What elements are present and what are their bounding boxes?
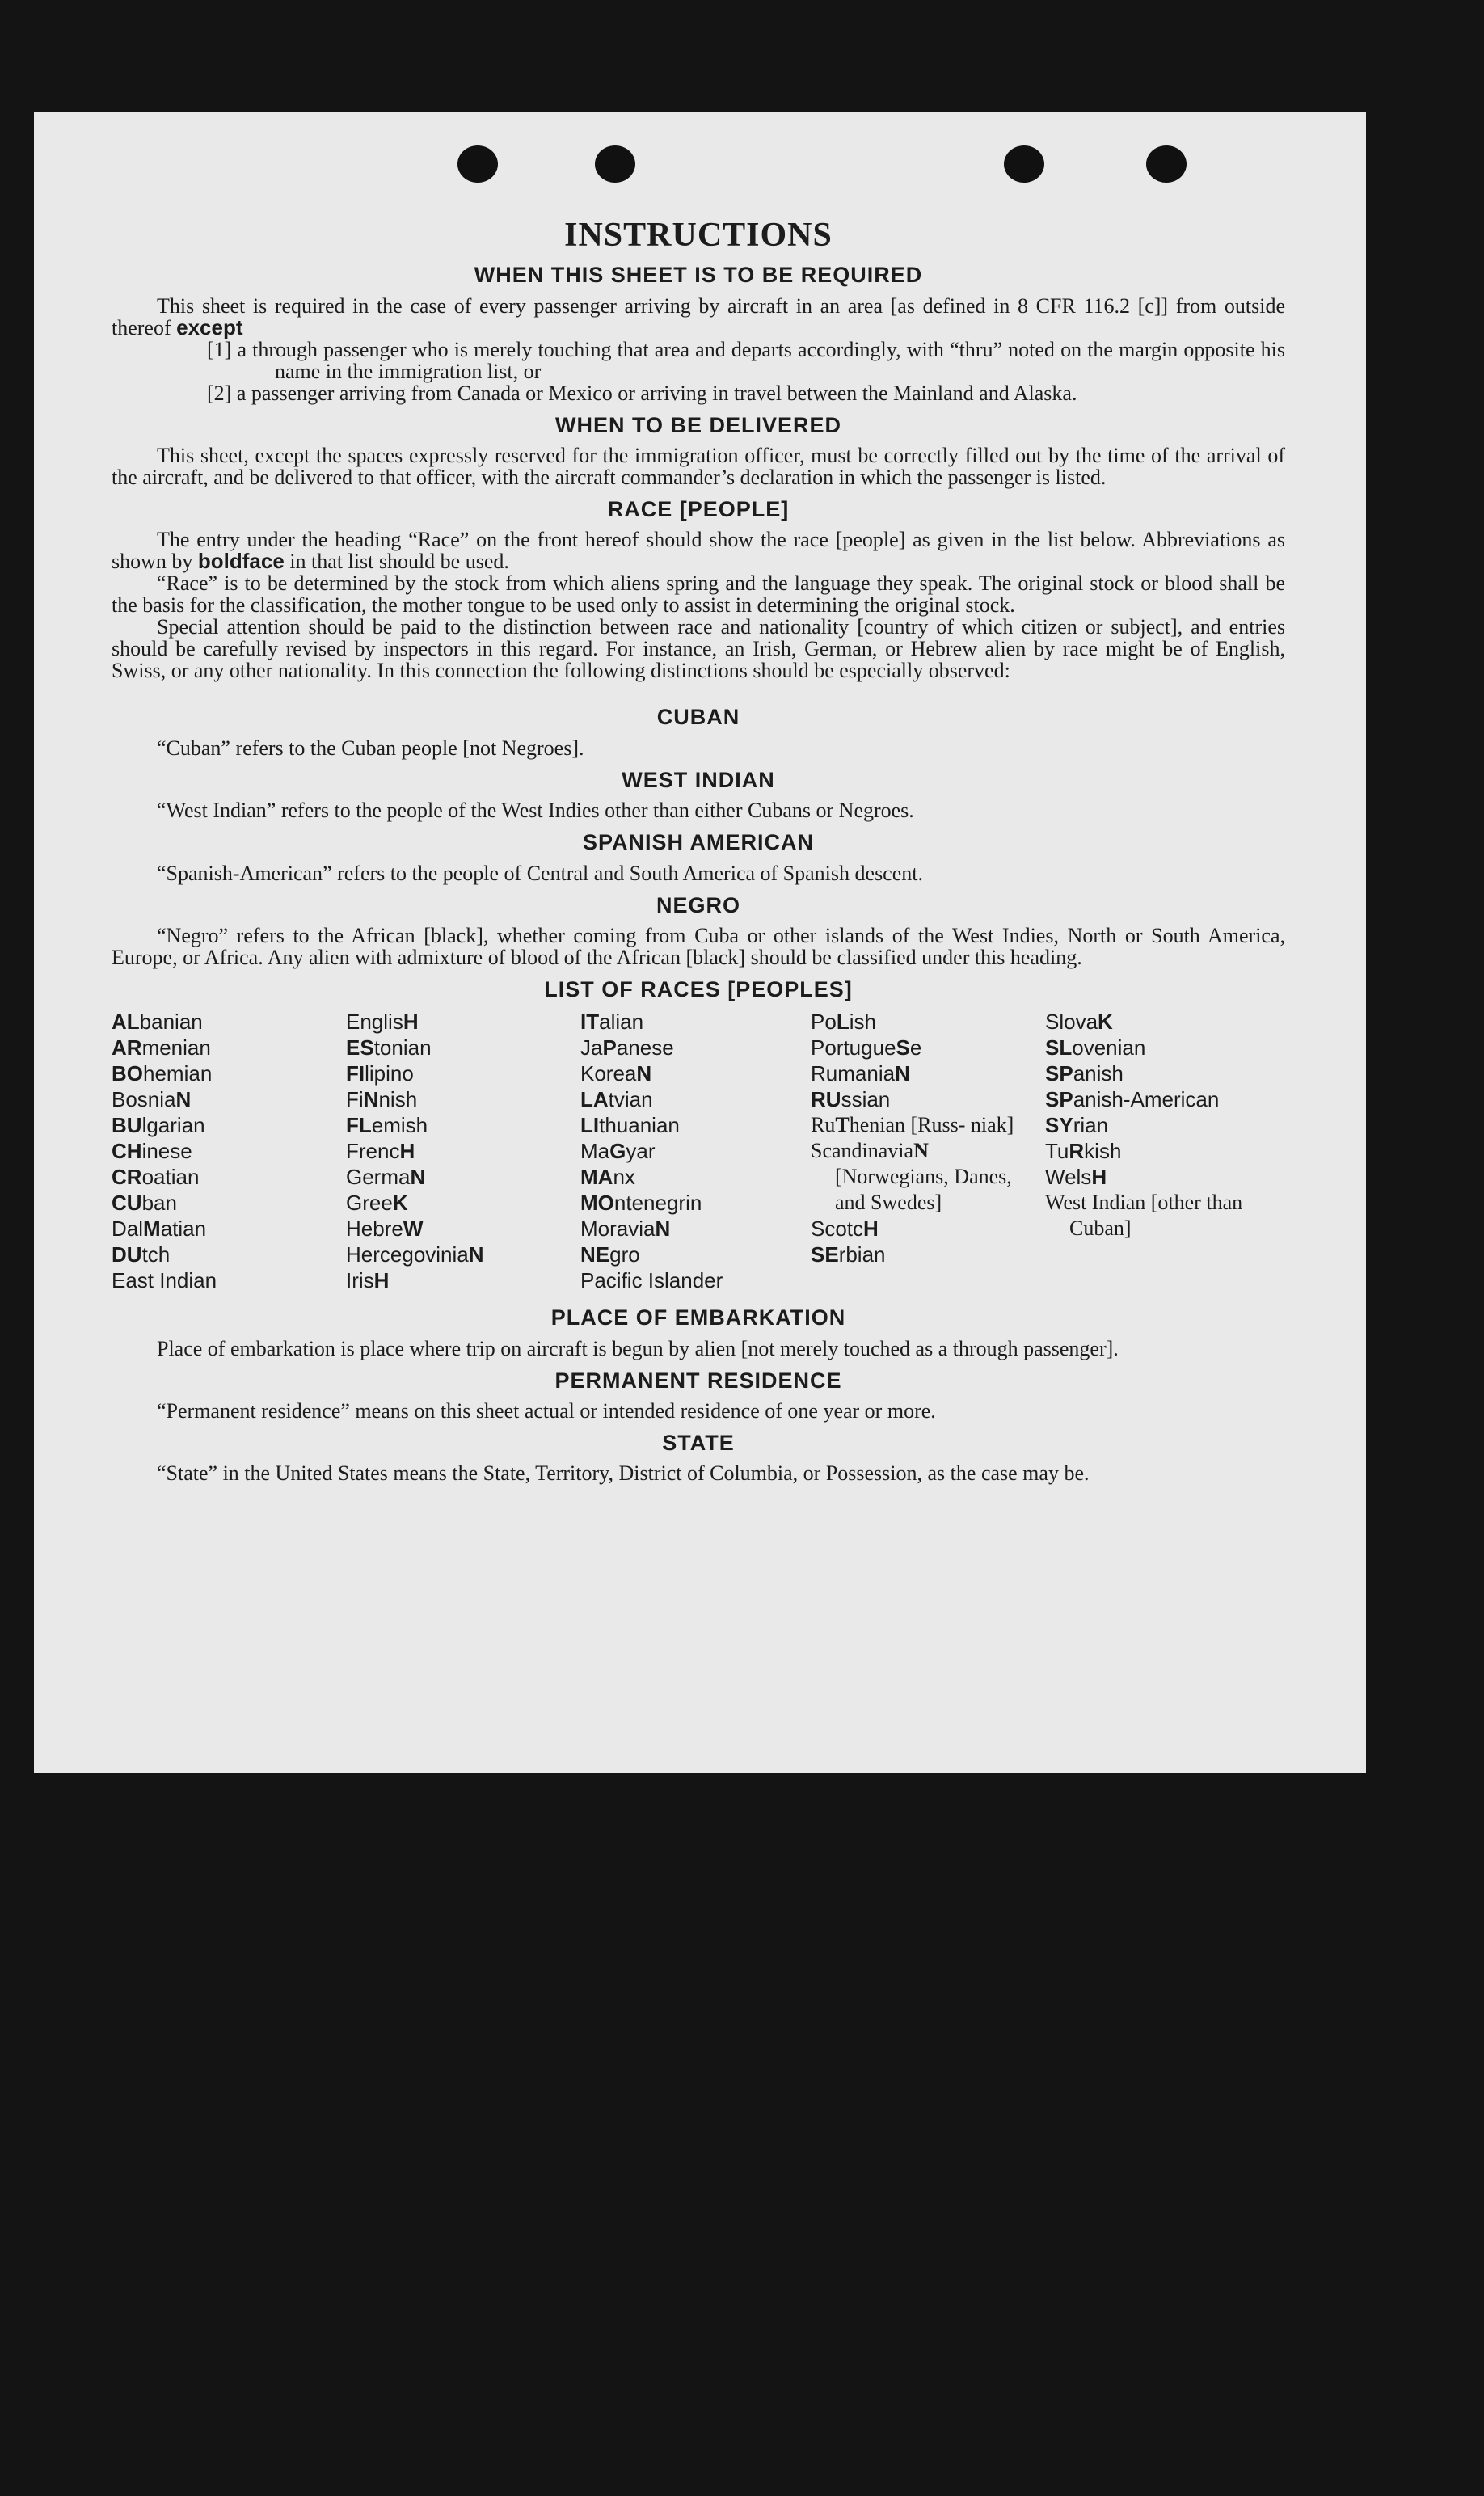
race-abbreviation: RU	[811, 1087, 841, 1112]
race-name-part: rian	[1073, 1113, 1109, 1138]
race-name-part: anish	[1073, 1061, 1124, 1086]
race-column	[1045, 1009, 1288, 1293]
punch-hole-icon	[1146, 145, 1187, 183]
race-paragraph-2: “Race” is to be determined by the stock from which aliens spring and the language they speak. The original stock or blood shall be the basis for the classification, the mother tongue to be used only to assist in determining the original stock.	[112, 571, 1285, 618]
race-entry	[112, 1242, 346, 1267]
race-entry	[1045, 1164, 1288, 1190]
race-entry	[112, 1190, 346, 1216]
section-heading-west-indian: WEST INDIAN	[622, 767, 775, 792]
race-name-part: lipino	[365, 1061, 414, 1086]
race-abbreviation: H	[1091, 1165, 1107, 1190]
race-name-part: inese	[141, 1139, 192, 1164]
race-entry	[1045, 1060, 1288, 1086]
race-abbreviation: ES	[346, 1035, 374, 1060]
cuban-text: “Cuban” refers to the Cuban people [not Negroes].	[157, 736, 584, 760]
race-abbreviation: LA	[580, 1087, 609, 1112]
document-sheet	[34, 112, 1366, 1773]
race-name-part: menian	[141, 1035, 211, 1060]
race-entry	[811, 1086, 1045, 1112]
race-abbreviation: W	[403, 1216, 424, 1242]
race-name-part: tch	[141, 1242, 171, 1267]
race-abbreviation: S	[896, 1035, 910, 1060]
race-entry	[1045, 1009, 1288, 1035]
race-name-part: ntenegrin	[613, 1191, 702, 1216]
race-list	[112, 1009, 1285, 1293]
required-intro: This sheet is required in the case of every passenger arriving by aircraft in an area [as defined in 8 CFR 116.2 [c]] from outside thereof except	[112, 293, 1285, 339]
race-name-part: thuanian	[599, 1113, 680, 1138]
race-name-part: Hebre	[346, 1216, 403, 1242]
race-name-part: Wels	[1045, 1165, 1092, 1190]
race-name-part: gro	[609, 1242, 640, 1267]
section-heading-negro: NEGRO	[656, 892, 740, 917]
race-entry	[1045, 1112, 1288, 1138]
race-name-part: Po	[811, 1010, 837, 1035]
negro-text: “Negro” refers to the African [black], whether coming from Cuba or other islands of the West Indies, North or South America, Europe, or Africa. Any alien with admixture of blood of the African [black] should be classified under this heading.	[112, 923, 1285, 969]
race-abbreviation: SE	[811, 1242, 839, 1267]
race-abbreviation: N	[913, 1139, 929, 1163]
race-column	[346, 1009, 580, 1293]
race-entry	[811, 1112, 1045, 1138]
race-entry	[811, 1060, 1045, 1086]
race-abbreviation: BO	[112, 1061, 143, 1086]
race-abbreviation: AR	[112, 1035, 142, 1060]
race-abbreviation: SP	[1045, 1061, 1073, 1086]
race-entry	[112, 1267, 346, 1293]
race-entry	[346, 1060, 580, 1086]
race-entry	[346, 1164, 580, 1190]
race-abbreviation: DU	[112, 1242, 142, 1267]
race-abbreviation: M	[143, 1216, 161, 1242]
punch-hole-icon	[595, 145, 635, 183]
race-abbreviation: N	[636, 1061, 652, 1086]
race-name-part: Dal	[112, 1216, 144, 1242]
delivered-text: This sheet, except the spaces expressly reserved for the immigration officer, must be correctly filled out by the time of the arrival of the aircraft, and be delivered to that officer, with the aircraft commander’s declaration in which the passenger is listed.	[112, 443, 1285, 489]
race-entry	[811, 1009, 1045, 1035]
race-abbreviation: T	[835, 1113, 850, 1137]
race-name-part: Bosnia	[112, 1087, 176, 1112]
race-abbreviation: MA	[580, 1165, 613, 1190]
race-entry	[346, 1086, 580, 1112]
race-name-part: [Norwegians, Danes, and Swedes]	[835, 1165, 1012, 1215]
race-entry	[811, 1242, 1045, 1267]
race-entry	[580, 1190, 811, 1216]
race-name-part: rbian	[838, 1242, 886, 1267]
required-item-1: [1] a through passenger who is merely touching that area and departs accordingly, with “thru” noted on the margin opposite his name in the immigration list, or	[207, 337, 1285, 383]
race-entry	[112, 1164, 346, 1190]
race-name-part: henian [Russ- niak]	[849, 1113, 1014, 1137]
race-name-part: Scandinavia	[811, 1139, 914, 1163]
residence-text: “Permanent residence” means on this sheet actual or intended residence of one year or more.	[157, 1399, 936, 1423]
race-entry	[580, 1242, 811, 1267]
race-entry	[112, 1216, 346, 1242]
race-name-part: nx	[613, 1165, 635, 1190]
embarkation-text: Place of embarkation is place where trip on aircraft is begun by alien [not merely touched as a through passenger].	[157, 1336, 1119, 1360]
required-item-2: [2] a passenger arriving from Canada or Mexico or arriving in travel between the Mainland and Alaska.	[207, 381, 1077, 405]
section-heading-spanish-american: SPANISH AMERICAN	[582, 830, 814, 855]
race-entry	[1045, 1190, 1288, 1242]
race-paragraph-1: The entry under the heading “Race” on the front hereof should show the race [people] as given in the list below. Abbreviations as shown by boldface in that list should be used.	[112, 528, 1285, 574]
race-name-part: Ru	[811, 1113, 836, 1137]
race-column	[811, 1009, 1045, 1293]
race-entry	[580, 1035, 811, 1060]
race-entry	[112, 1138, 346, 1164]
race-name-part: Englis	[346, 1010, 403, 1035]
section-heading-embarkation: PLACE OF EMBARKATION	[550, 1305, 846, 1330]
race-name-part: e	[909, 1035, 922, 1060]
race-abbreviation: FL	[346, 1113, 372, 1138]
race-entry	[346, 1267, 580, 1293]
race-abbreviation: P	[602, 1035, 617, 1060]
race-abbreviation: L	[836, 1010, 850, 1035]
race-name-part: oatian	[141, 1165, 200, 1190]
race-name-part: East Indian	[112, 1268, 217, 1293]
race-abbreviation: N	[363, 1087, 379, 1112]
race-name-part: anish-American	[1073, 1087, 1220, 1112]
race-abbreviation: N	[895, 1061, 910, 1086]
race-abbreviation: CH	[112, 1139, 142, 1164]
race-abbreviation: FI	[346, 1061, 365, 1086]
race-entry	[1045, 1138, 1288, 1164]
race-entry	[112, 1035, 346, 1060]
race-abbreviation: N	[468, 1242, 484, 1267]
section-heading-cuban: CUBAN	[656, 705, 740, 730]
race-abbreviation: MO	[580, 1191, 614, 1216]
race-abbreviation: BU	[112, 1113, 142, 1138]
race-name-part: Scotc	[811, 1216, 864, 1242]
race-abbreviation: NE	[580, 1242, 610, 1267]
race-entry	[346, 1009, 580, 1035]
race-name-part: Iris	[346, 1268, 374, 1293]
race-entry	[580, 1267, 811, 1293]
race-entry	[346, 1242, 580, 1267]
punch-holes	[112, 112, 1285, 217]
race-name-part: kish	[1084, 1139, 1122, 1164]
race-entry	[580, 1060, 811, 1086]
race-entry	[580, 1112, 811, 1138]
race-name-part: Ja	[580, 1035, 603, 1060]
west-indian-text: “West Indian” refers to the people of the West Indies other than either Cubans or Negroes.	[157, 799, 914, 823]
race-name-part: anese	[616, 1035, 674, 1060]
race-entry	[580, 1086, 811, 1112]
race-name-part: Germa	[346, 1165, 411, 1190]
race-name-part: Hercegovinia	[346, 1242, 469, 1267]
race-name-part: Portugue	[811, 1035, 896, 1060]
race-abbreviation: K	[392, 1191, 408, 1216]
state-text: “State” in the United States means the State, Territory, District of Columbia, or Possession, as the case may be.	[157, 1461, 1090, 1486]
race-abbreviation: LI	[580, 1113, 600, 1138]
race-abbreviation: CU	[112, 1191, 142, 1216]
race-abbreviation: SY	[1045, 1113, 1073, 1138]
race-abbreviation: H	[403, 1010, 419, 1035]
race-name-part: Slova	[1045, 1010, 1098, 1035]
race-abbreviation: N	[175, 1087, 192, 1112]
race-name-part: ban	[141, 1191, 177, 1216]
race-entry	[346, 1190, 580, 1216]
race-entry	[580, 1216, 811, 1242]
section-heading-required: WHEN THIS SHEET IS TO BE REQUIRED	[474, 263, 923, 288]
race-entry	[112, 1009, 346, 1035]
race-entry	[811, 1216, 1045, 1242]
section-heading-list-of-races: LIST OF RACES [PEOPLES]	[544, 976, 853, 1001]
race-abbreviation: CR	[112, 1165, 142, 1190]
race-name-part: tvian	[608, 1087, 653, 1112]
race-entry	[346, 1138, 580, 1164]
race-name-part: West Indian [other than Cuban]	[1045, 1191, 1243, 1241]
race-column	[580, 1009, 811, 1293]
race-name-part: yar	[626, 1139, 656, 1164]
race-name-part: Frenc	[346, 1139, 400, 1164]
race-name-part: Moravia	[580, 1216, 656, 1242]
race-entry	[112, 1060, 346, 1086]
race-entry	[580, 1009, 811, 1035]
spanish-american-text: “Spanish-American” refers to the people of Central and South America of Spanish descent.	[157, 861, 923, 885]
race-name-part: Rumania	[811, 1061, 896, 1086]
race-name-part: Korea	[580, 1061, 637, 1086]
section-heading-residence: PERMANENT RESIDENCE	[554, 1368, 842, 1393]
race-abbreviation: SP	[1045, 1087, 1073, 1112]
race-name-part: nish	[378, 1087, 418, 1112]
race-abbreviation: H	[399, 1139, 415, 1164]
race-abbreviation: H	[373, 1268, 390, 1293]
race-abbreviation: K	[1098, 1010, 1113, 1035]
race-entry	[346, 1112, 580, 1138]
race-entry	[811, 1035, 1045, 1060]
race-name-part: lgarian	[141, 1113, 205, 1138]
race-abbreviation: R	[1069, 1139, 1085, 1164]
section-heading-state: STATE	[662, 1431, 735, 1456]
race-name-part: banian	[139, 1010, 203, 1035]
race-entry	[346, 1035, 580, 1060]
race-name-part: Pacific Islander	[580, 1268, 723, 1293]
race-name-part: Fi	[346, 1087, 364, 1112]
section-heading-race: RACE [PEOPLE]	[607, 496, 790, 521]
race-entry	[580, 1164, 811, 1190]
race-abbreviation: N	[655, 1216, 671, 1242]
race-abbreviation: N	[410, 1165, 426, 1190]
race-name-part: Gree	[346, 1191, 393, 1216]
race-name-part: atian	[160, 1216, 207, 1242]
race-entry	[1045, 1035, 1288, 1060]
race-name-part: alian	[599, 1010, 644, 1035]
document-title: INSTRUCTIONS	[564, 217, 833, 254]
section-heading-delivered: WHEN TO BE DELIVERED	[554, 412, 842, 437]
punch-hole-icon	[457, 145, 498, 183]
race-entry	[811, 1138, 1045, 1216]
race-name-part: ish	[849, 1010, 876, 1035]
race-name-part: hemian	[143, 1061, 213, 1086]
race-entry	[112, 1112, 346, 1138]
race-name-part: Ma	[580, 1139, 610, 1164]
race-column	[112, 1009, 346, 1293]
race-name-part: ovenian	[1072, 1035, 1146, 1060]
punch-hole-icon	[1004, 145, 1044, 183]
race-abbreviation: SL	[1045, 1035, 1073, 1060]
race-abbreviation: H	[863, 1216, 879, 1242]
race-name-part: emish	[371, 1113, 428, 1138]
race-abbreviation: IT	[580, 1010, 600, 1035]
race-entry	[580, 1138, 811, 1164]
race-abbreviation: G	[609, 1139, 626, 1164]
race-name-part: tonian	[373, 1035, 432, 1060]
race-entry	[112, 1086, 346, 1112]
race-name-part: ssian	[841, 1087, 891, 1112]
race-paragraph-3: Special attention should be paid to the distinction between race and nationality [country of which citizen or subject], and entries should be carefully revised by inspectors in this regard. For instance, an Irish, German, or Hebrew alien by race might be of English, Swiss, or any other nationality. In this connection the following distinctions should be especially observed:	[112, 615, 1285, 683]
race-entry	[1045, 1086, 1288, 1112]
race-abbreviation: AL	[112, 1010, 140, 1035]
race-name-part: Tu	[1045, 1139, 1069, 1164]
race-entry	[346, 1216, 580, 1242]
